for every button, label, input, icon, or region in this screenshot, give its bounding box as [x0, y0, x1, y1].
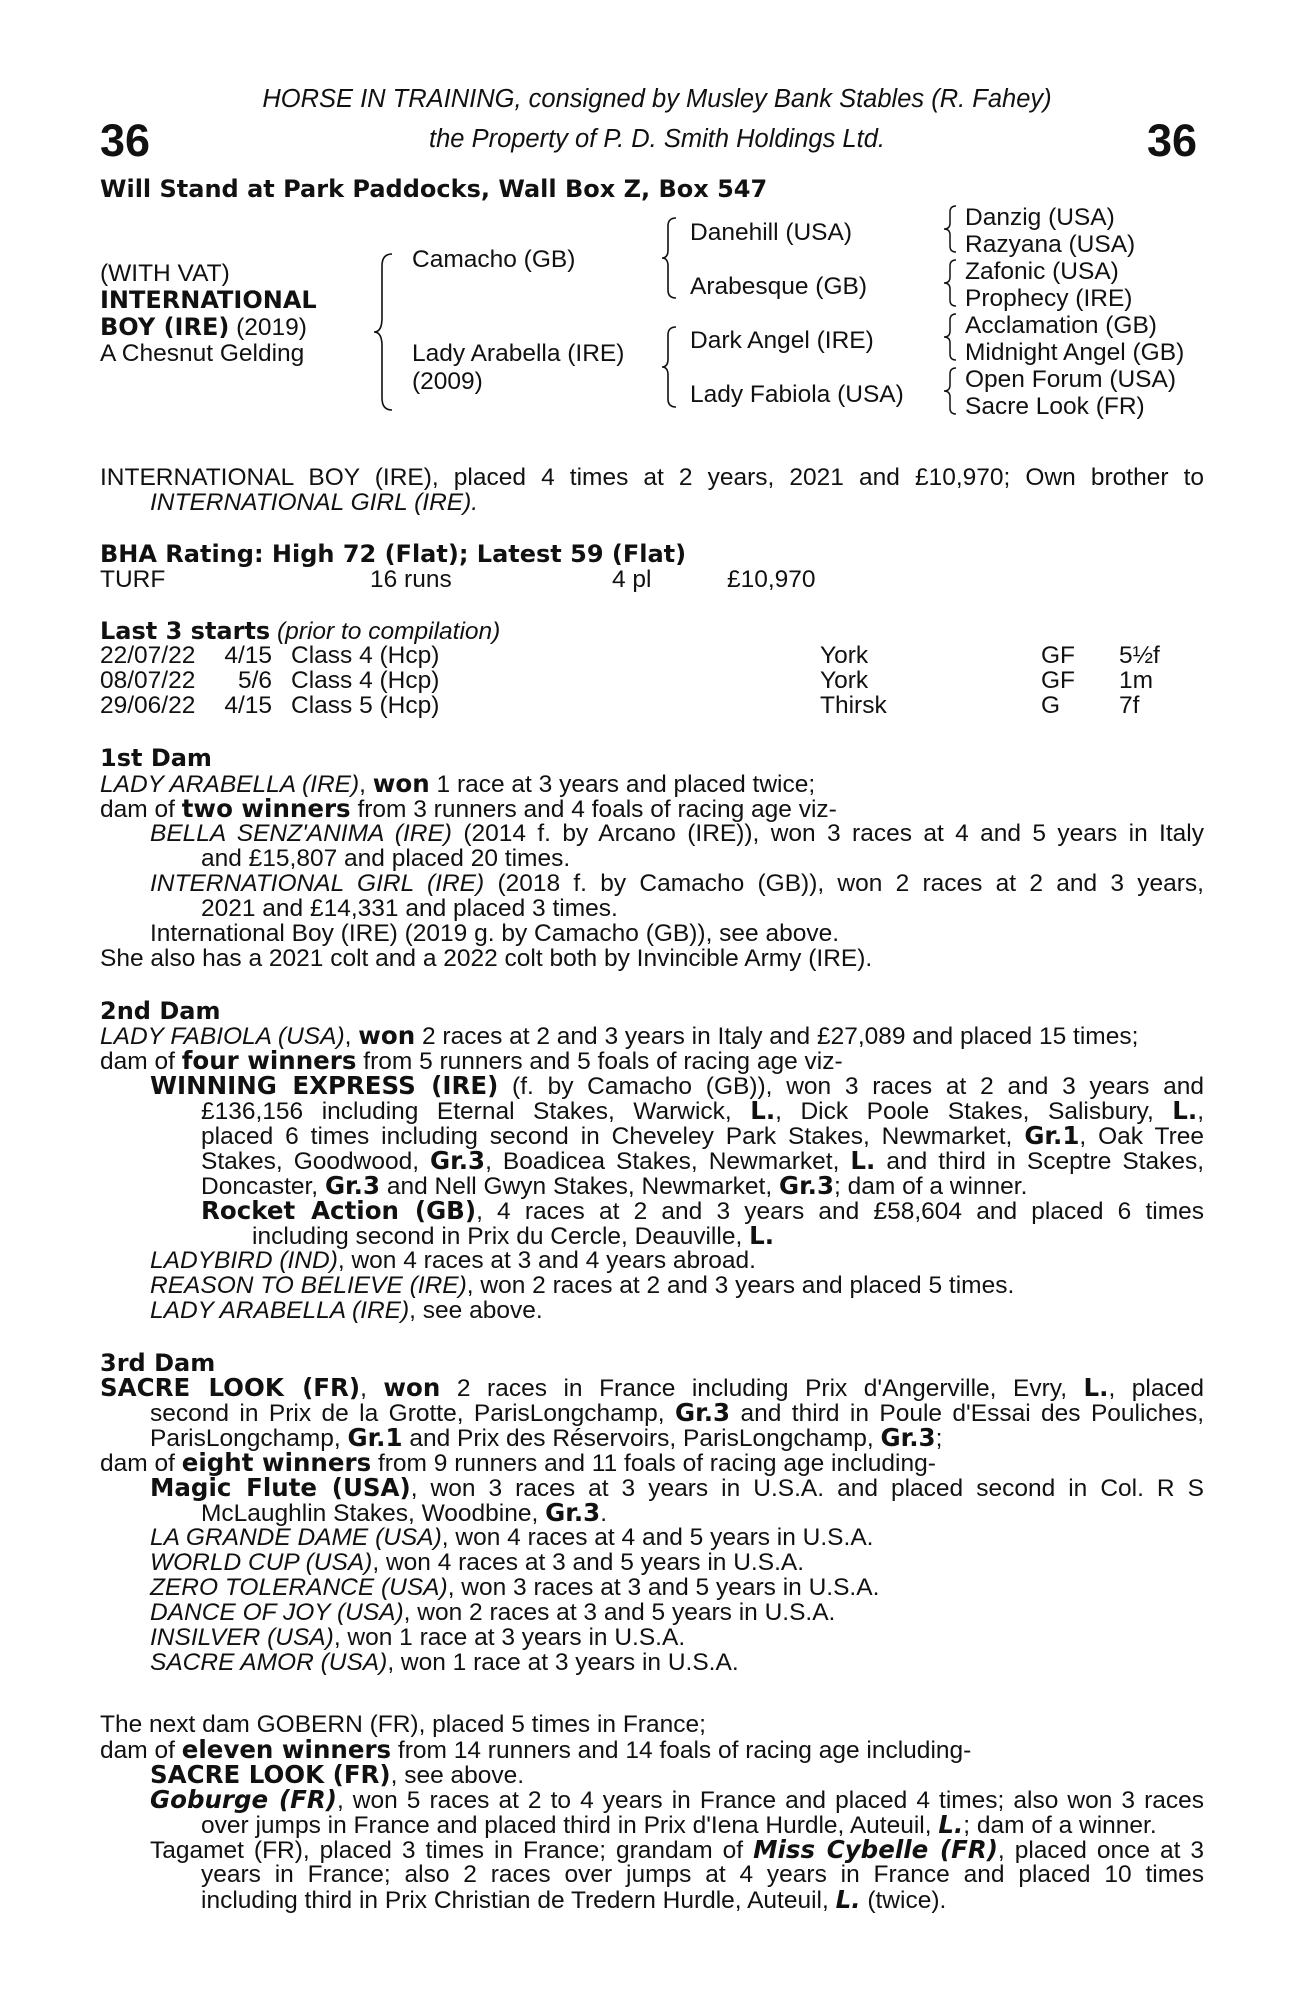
pedigree-brace-g4	[942, 366, 960, 416]
second-dam-line11: REASON TO BELIEVE (IRE), won 2 races at 2 and 3 years and placed 5 times.	[150, 1272, 1015, 1299]
dam-year: (2009)	[412, 368, 483, 395]
lot-number-left: 36	[100, 115, 151, 166]
dam-sire: Dark Angel (IRE)	[690, 327, 874, 354]
horse-name-line1: INTERNATIONAL	[100, 286, 317, 314]
start-distance: 7f	[1119, 692, 1140, 719]
next-dam-line4: Goburge (FR), won 5 races at 2 to 4 years in France and placed 4 times; also won 3 races	[150, 1785, 1205, 1814]
start-race: Class 5 (Hcp)	[291, 692, 440, 719]
grandparent-6: Midnight Angel (GB)	[965, 339, 1185, 366]
start-position: 4/15	[224, 642, 272, 669]
second-dam-line7: Doncaster, Gr.3 and Nell Gwyn Stakes, Newmarket, Gr.3; dam of a winner.	[201, 1171, 1028, 1200]
third-dam-line4: dam of eight winners from 9 runners and 11 foals of racing age including-	[100, 1448, 936, 1477]
first-dam-line4: and £15,807 and placed 20 times.	[201, 845, 571, 872]
second-dam-line12: LADY ARABELLA (IRE), see above.	[150, 1297, 543, 1324]
start-course: York	[820, 667, 869, 694]
grandparent-4: Prophecy (IRE)	[965, 285, 1133, 312]
grandparent-7: Open Forum (USA)	[965, 366, 1177, 393]
first-dam-heading: 1st Dam	[100, 744, 212, 772]
next-dam-line3: SACRE LOOK (FR), see above.	[150, 1760, 525, 1789]
first-dam-line3: BELLA SENZ'ANIMA (IRE) (2014 f. by Arcano (IRE)), won 3 races at 4 and 5 years in Italy	[150, 820, 1204, 847]
third-dam-line9: ZERO TOLERANCE (USA), won 3 races at 3 and 5 years in U.S.A.	[150, 1574, 880, 1601]
start-date: 22/07/22	[100, 642, 196, 669]
pedigree-brace-g3	[942, 312, 960, 362]
second-dam-line2: dam of four winners from 5 runners and 5 foals of racing age viz-	[100, 1046, 843, 1075]
second-dam-line9: including second in Prix du Cercle, Deauville, L.	[252, 1221, 774, 1250]
start-position: 4/15	[224, 692, 272, 719]
rating-surface: TURF	[100, 566, 166, 593]
third-dam-line10: DANCE OF JOY (USA), won 2 races at 3 and 5 years in U.S.A.	[150, 1599, 836, 1626]
summary-line2: INTERNATIONAL GIRL (IRE).	[150, 489, 479, 516]
second-dam-line4: £136,156 including Eternal Stakes, Warwick, L., Dick Poole Stakes, Salisbury, L.,	[201, 1096, 1205, 1125]
pedigree-brace-g1	[942, 204, 960, 254]
third-dam-line2: second in Prix de la Grotte, ParisLongchamp, Gr.3 and third in Poule d'Essai des Pouliches,	[150, 1398, 1204, 1427]
pedigree-brace-main	[372, 252, 396, 412]
start-going: GF	[1041, 642, 1076, 669]
first-dam-line8: She also has a 2021 colt and a 2022 colt both by Invincible Army (IRE).	[100, 945, 873, 972]
dam: Lady Arabella (IRE)	[412, 340, 625, 367]
third-dam-line12: SACRE AMOR (USA), won 1 race at 3 years in U.S.A.	[150, 1649, 739, 1676]
start-going: G	[1041, 692, 1061, 719]
third-dam-line11: INSILVER (USA), won 1 race at 3 years in U.S.A.	[150, 1624, 686, 1651]
consignor-line: HORSE IN TRAINING, consigned by Musley Bank Stables (R. Fahey)	[262, 85, 1052, 113]
first-dam-line2: dam of two winners from 3 runners and 4 foals of racing age viz-	[100, 794, 837, 823]
start-going: GF	[1041, 667, 1076, 694]
third-dam-line1: SACRE LOOK (FR), won 2 races in France including Prix d'Angerville, Evry, L., placed	[100, 1373, 1204, 1402]
first-dam-line7: International Boy (IRE) (2019 g. by Camacho (GB)), see above.	[150, 920, 840, 947]
pedigree-brace-sire	[660, 216, 680, 300]
grandparent-2: Razyana (USA)	[965, 231, 1136, 258]
horse-name-line2: BOY (IRE) (2019)	[100, 313, 307, 341]
second-dam-line1: LADY FABIOLA (USA), won 2 races at 2 and 3 years in Italy and £27,089 and placed 15 times;	[100, 1021, 1139, 1050]
third-dam-line8: WORLD CUP (USA), won 4 races at 3 and 5 years in U.S.A.	[150, 1549, 805, 1576]
pedigree-brace-dam	[660, 325, 680, 409]
sire: Camacho (GB)	[412, 246, 576, 273]
second-dam-line5: placed 6 times including second in Cheveley Park Stakes, Newmarket, Gr.1, Oak Tree	[201, 1121, 1204, 1150]
start-date: 08/07/22	[100, 667, 196, 694]
second-dam-heading: 2nd Dam	[100, 997, 221, 1025]
property-line: the Property of P. D. Smith Holdings Ltd.	[429, 125, 885, 153]
stand-location: Will Stand at Park Paddocks, Wall Box Z, Box 547	[100, 175, 768, 203]
next-dam-line8: including third in Prix Christian de Tredern Hurdle, Auteuil, L. (twice).	[201, 1885, 947, 1914]
horse-description: A Chesnut Gelding	[100, 340, 305, 367]
second-dam-line6: Stakes, Goodwood, Gr.3, Boadicea Stakes, Newmarket, L. and third in Sceptre Stakes,	[201, 1146, 1205, 1175]
start-position: 5/6	[237, 667, 272, 694]
sire-dam: Arabesque (GB)	[690, 273, 868, 300]
grandparent-8: Sacre Look (FR)	[965, 393, 1145, 420]
grandparent-1: Danzig (USA)	[965, 204, 1115, 231]
rating-runs: 16 runs	[370, 566, 452, 593]
last-starts-heading: Last 3 starts (prior to compilation)	[100, 617, 501, 645]
first-dam-line5: INTERNATIONAL GIRL (IRE) (2018 f. by Camacho (GB)), won 2 races at 2 and 3 years,	[150, 870, 1204, 897]
lot-number-right: 36	[1147, 115, 1198, 166]
third-dam-line6: McLaughlin Stakes, Woodbine, Gr.3.	[201, 1498, 607, 1527]
second-dam-line3: WINNING EXPRESS (IRE) (f. by Camacho (GB)), won 3 races at 2 and 3 years and	[150, 1071, 1204, 1100]
dam-dam: Lady Fabiola (USA)	[690, 381, 904, 408]
next-dam-line5: over jumps in France and placed third in Prix d'Iena Hurdle, Auteuil, L.; dam of a winner.	[201, 1810, 1157, 1839]
grandparent-3: Zafonic (USA)	[965, 258, 1119, 285]
start-distance: 5½f	[1119, 642, 1160, 669]
second-dam-line10: LADYBIRD (IND), won 4 races at 3 and 4 years abroad.	[150, 1247, 756, 1274]
third-dam-heading: 3rd Dam	[100, 1349, 216, 1377]
next-dam-line2: dam of eleven winners from 14 runners and 14 foals of racing age including-	[100, 1735, 972, 1764]
third-dam-line3: ParisLongchamp, Gr.1 and Prix des Réservoirs, ParisLongchamp, Gr.3;	[150, 1423, 943, 1452]
third-dam-line5: Magic Flute (USA), won 3 races at 3 years in U.S.A. and placed second in Col. R S	[150, 1473, 1204, 1502]
start-course: York	[820, 642, 869, 669]
first-dam-line6: 2021 and £14,331 and placed 3 times.	[201, 895, 618, 922]
first-dam-line1: LADY ARABELLA (IRE), won 1 race at 3 years and placed twice;	[100, 769, 816, 798]
next-dam-line1: The next dam GOBERN (FR), placed 5 times in France;	[100, 1711, 706, 1738]
next-dam-line7: years in France; also 2 races over jumps at 4 years in France and placed 10 times	[201, 1861, 1204, 1888]
grandparent-5: Acclamation (GB)	[965, 312, 1157, 339]
next-dam-line6: Tagamet (FR), placed 3 times in France; grandam of Miss Cybelle (FR), placed once at 3	[150, 1835, 1204, 1864]
start-race: Class 4 (Hcp)	[291, 642, 440, 669]
pedigree-brace-g2	[942, 258, 960, 308]
bha-rating: BHA Rating: High 72 (Flat); Latest 59 (Flat)	[100, 540, 687, 568]
start-date: 29/06/22	[100, 692, 196, 719]
start-course: Thirsk	[820, 692, 887, 719]
second-dam-line8: Rocket Action (GB), 4 races at 2 and 3 years and £58,604 and placed 6 times	[201, 1196, 1204, 1225]
start-distance: 1m	[1119, 667, 1154, 694]
rating-earnings: £10,970	[727, 566, 816, 593]
start-race: Class 4 (Hcp)	[291, 667, 440, 694]
summary-line1: INTERNATIONAL BOY (IRE), placed 4 times at 2 years, 2021 and £10,970; Own brother to	[100, 464, 1204, 491]
third-dam-line7: LA GRANDE DAME (USA), won 4 races at 4 and 5 years in U.S.A.	[150, 1524, 874, 1551]
rating-placed: 4 pl	[612, 566, 652, 593]
sire-sire: Danehill (USA)	[690, 219, 853, 246]
vat-label: (WITH VAT)	[100, 260, 230, 287]
